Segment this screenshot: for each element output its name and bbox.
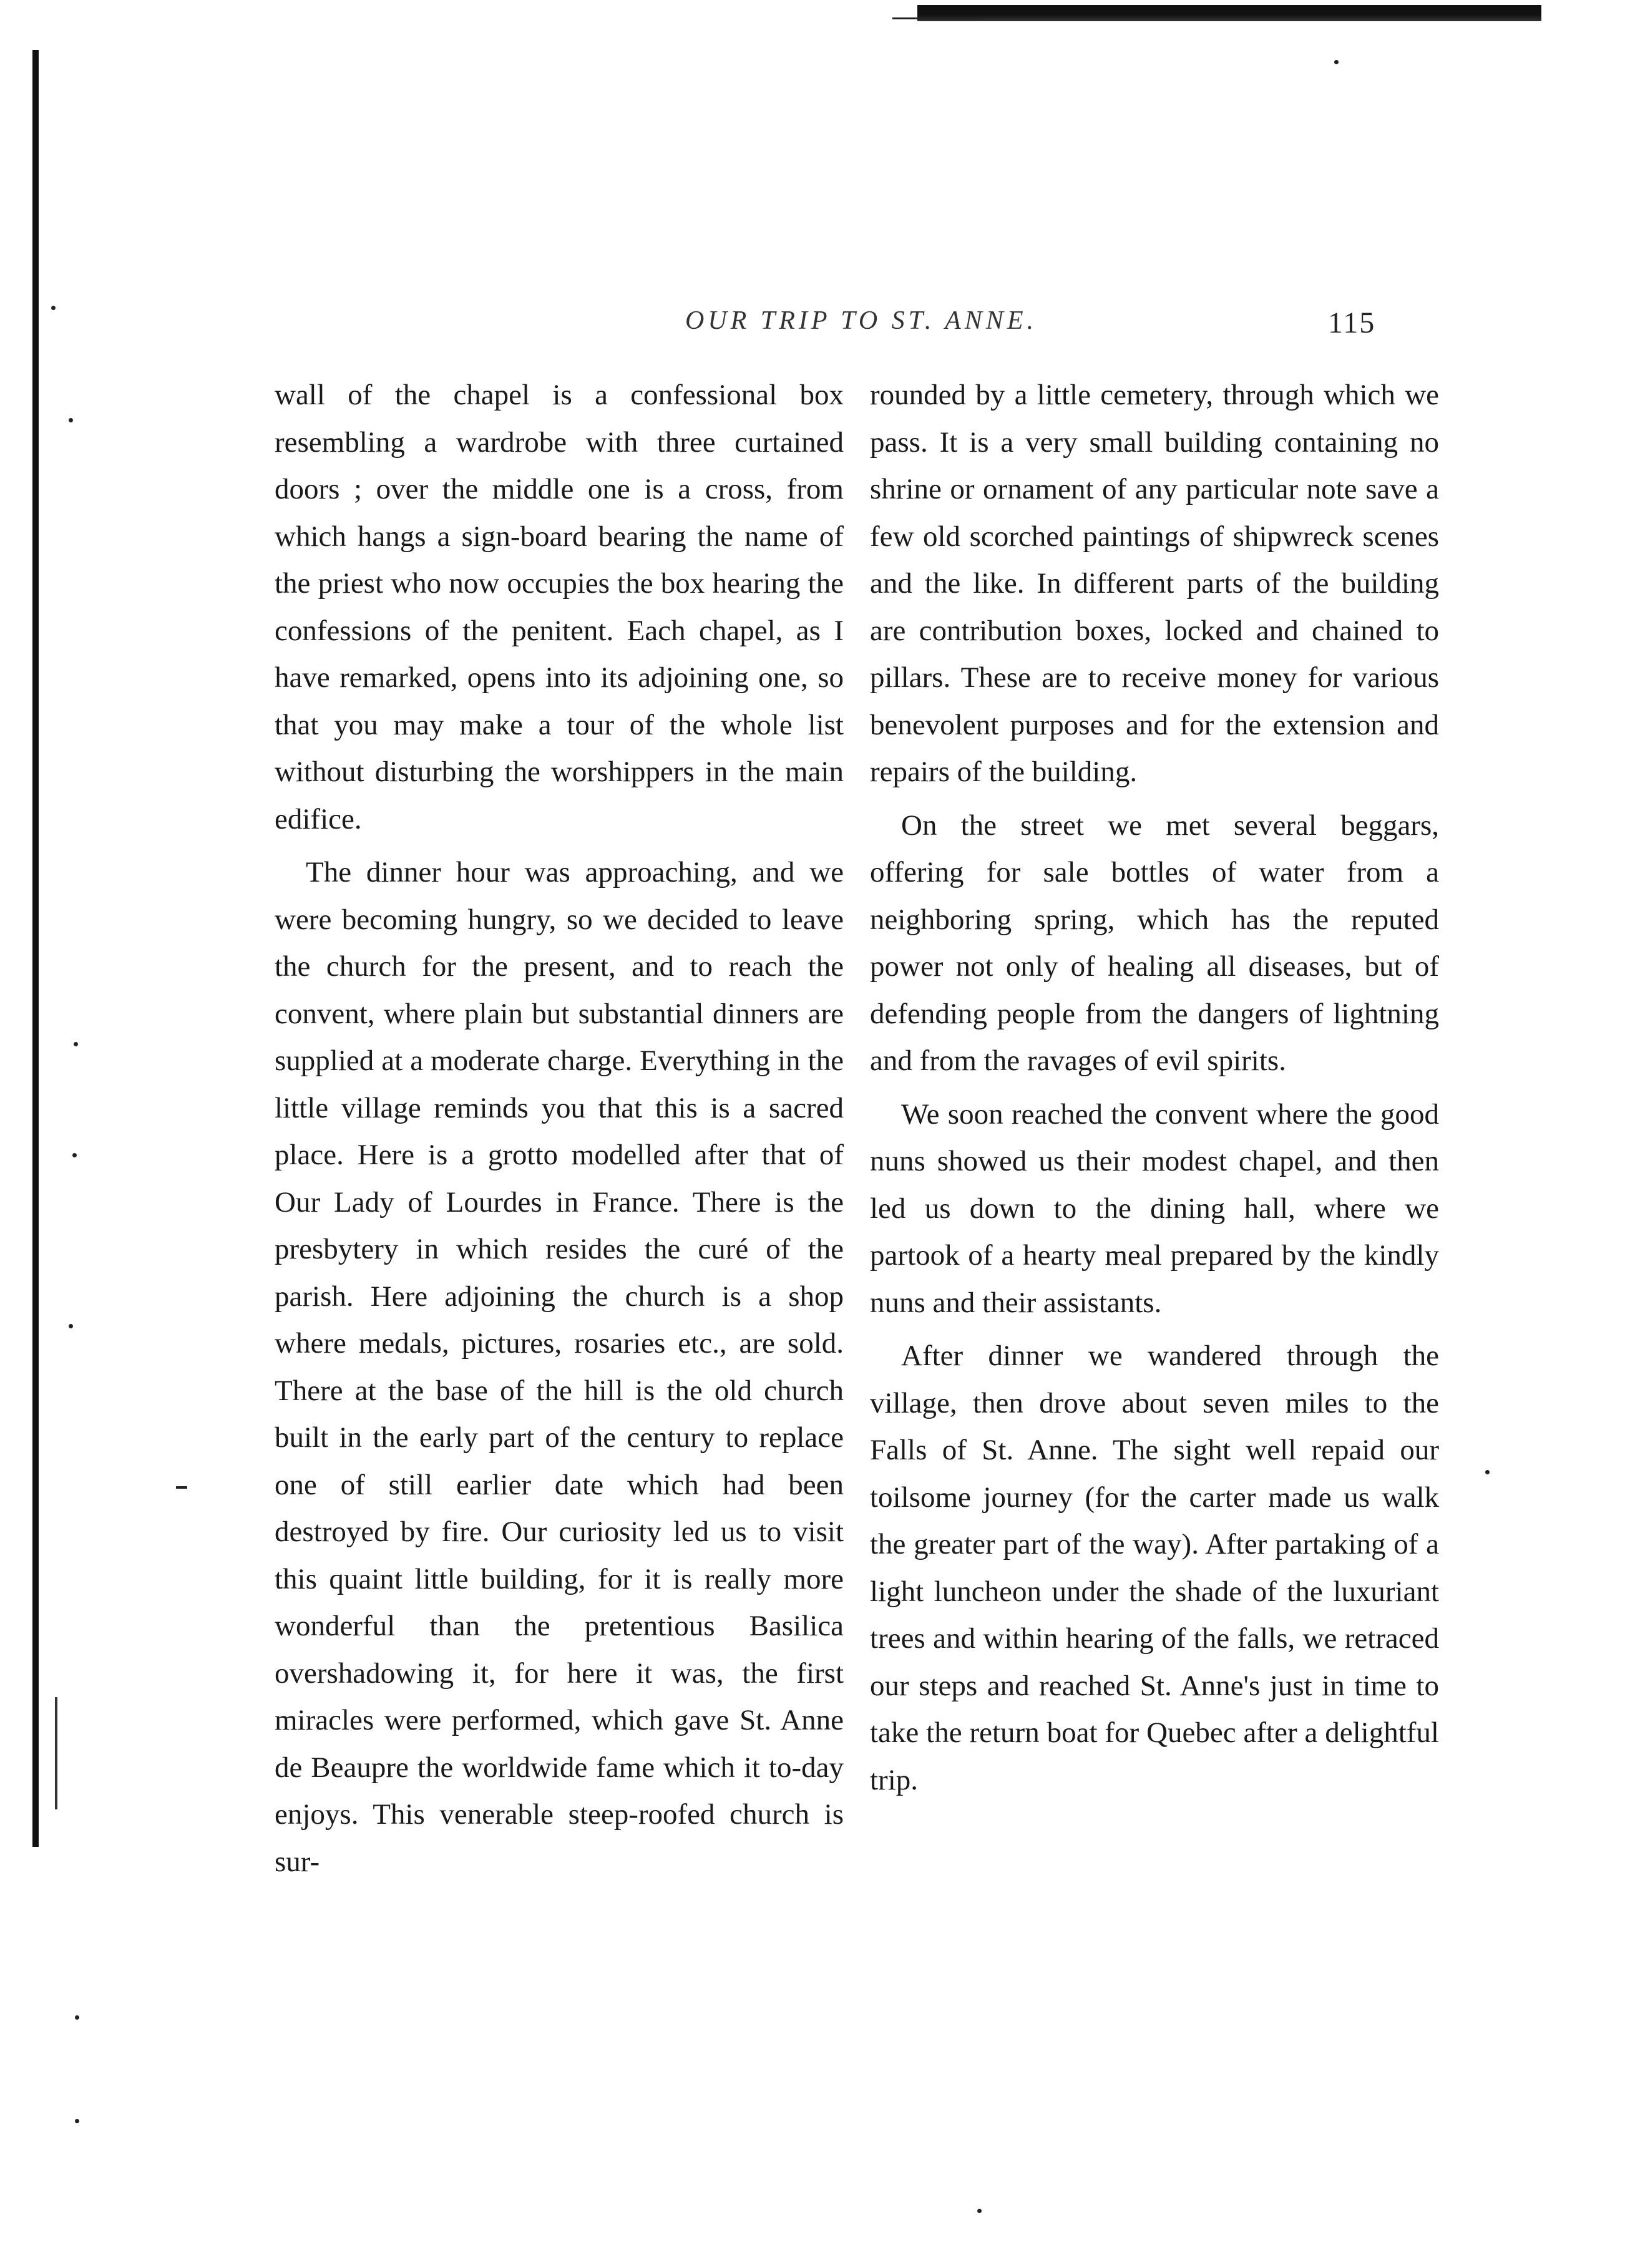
paragraph: We soon reached the convent where the good nuns showed us their modest chapel, and then led us down to the dining hall, where we partook of a hearty meal prepared by the kindly nuns and their assistants. bbox=[870, 1097, 1439, 1319]
scan-speck bbox=[75, 2119, 79, 2123]
paragraph: wall of the chapel is a confessional box resembling a wardrobe with three curtained doors ; over the middle one is a cross, from which hangs a sign-board bearing the name of the priest who now occupies the box hearing the confessions of the penitent. Each chapel, as I have remarked, opens into its adjoining one, so that you may make a tour of the whole list without disturbing the worshippers in the main edifice. bbox=[275, 379, 844, 835]
paragraph: On the street we met several beggars, offering for sale bottles of water from a neighboring spring, which has the reputed power not only of healing all diseases, but of defending people from the dangers of lightning and from the ravages of evil spirits. bbox=[870, 809, 1439, 1077]
top-scan-rule-thin bbox=[892, 17, 980, 19]
scan-speck bbox=[69, 1324, 73, 1328]
page-number: 115 bbox=[1328, 306, 1376, 339]
scan-speck bbox=[69, 418, 73, 422]
scan-speck bbox=[1334, 60, 1339, 64]
scan-speck bbox=[72, 1153, 77, 1157]
scan-speck bbox=[75, 2015, 79, 2020]
running-title: OUR TRIP TO ST. ANNE. bbox=[685, 306, 1037, 335]
scan-speck bbox=[1485, 1470, 1490, 1474]
scan-speck bbox=[977, 2209, 982, 2213]
paragraph: rounded by a little cemetery, through which we pass. It is a very small building containing no shrine or ornament of any particular note save a few old scorched paintings of shipwreck scenes and the like. In different parts of the building are contribution boxes, locked and chained to pillars. These are to receive money for various benevolent purposes and for the extension and repairs of the building. bbox=[870, 379, 1439, 788]
right-text-column bbox=[870, 372, 1439, 1804]
top-scan-rule bbox=[917, 5, 1541, 21]
paragraph: After dinner we wandered through the village, then drove about seven miles to the Falls of St. Anne. The sight well repaid our toilsome journey (for the carter made us walk the greater part of the way). After partaking of a light luncheon under the shade of the luxuriant trees and within hearing of the falls, we retraced our steps and reached St. Anne's just in time to take the return boat for Quebec after a delightful trip. bbox=[870, 1340, 1439, 1796]
left-binding-edge-lower bbox=[55, 1697, 57, 1809]
scan-speck bbox=[51, 306, 56, 310]
left-text-column bbox=[275, 372, 844, 1886]
paragraph: The dinner hour was approaching, and we were becoming hungry, so we decided to leave the church for the present, and to reach the convent, where plain but substantial dinners are supplied at a moderate charge. Everything in the little village reminds you that this is a sacred place. Here is a grotto modelled after that of Our Lady of Lourdes in France. There is the presbytery in which resides the curé of the parish. Here adjoining the church is a shop where medals, pictures, rosaries etc., are sold. There at the base of the hill is the old church built in the early part of the century to replace one of still earlier date which had been destroyed by fire. Our curiosity led us to visit this quaint little building, for it is really more wonderful than the pretentious Basilica overshadowing it, for here it was, the first miracles were performed, which gave St. Anne de Beaupre the worldwide fame which it to-day enjoys. This venerable steep-roofed church is sur- bbox=[275, 856, 844, 1878]
scan-dash bbox=[176, 1486, 187, 1489]
scan-speck bbox=[74, 1042, 78, 1046]
left-binding-edge bbox=[32, 50, 39, 1847]
